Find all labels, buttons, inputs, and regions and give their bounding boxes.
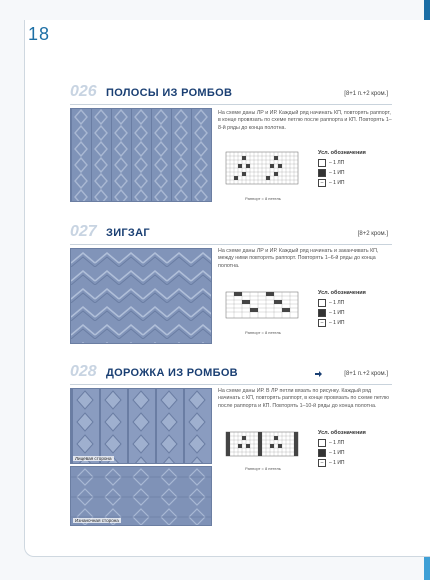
pattern-number: 026: [70, 83, 97, 100]
legend-label: – 1 ИП: [329, 460, 345, 466]
knit-symbol-icon: [318, 299, 326, 307]
chart-caption: Раппорт = 8 петель: [245, 466, 281, 471]
legend-row: [318, 309, 392, 317]
stitch-multiple-note: [8+1 п.+2 кром.]: [344, 91, 388, 97]
chart-grid: [218, 430, 308, 460]
legend-row: [318, 449, 392, 457]
legend-label: – 1 ИП: [329, 180, 345, 186]
pattern-title: ПОЛОСЫ ИЗ РОМБОВ: [106, 87, 233, 99]
page-number: 18: [28, 24, 51, 44]
legend-title: Усл. обозначения: [318, 150, 366, 156]
pattern-description: На схеме даны ИР. В ЛР петли вязать по рисунку. Каждый ряд начинать с КП, повторять раппорт, в конце провязать по схеме петлю после раппорта и КП. Повторять 1–10-й ряды до конца полотна.: [218, 388, 390, 409]
pattern-number: 027: [70, 223, 97, 240]
purl-symbol-icon: [318, 449, 326, 457]
legend-row: [318, 159, 392, 167]
dash-symbol-icon: –: [318, 459, 326, 467]
legend-title: Усл. обозначения: [318, 430, 366, 436]
legend-label: – 1 ИП: [329, 310, 345, 316]
legend-label: – 1 ЛП: [329, 440, 345, 446]
knitting-chart: [218, 290, 308, 335]
legend-label: – 1 ЛП: [329, 300, 345, 306]
legend: [318, 430, 392, 469]
legend-row: [318, 179, 392, 187]
arrow-right-icon: [315, 371, 322, 377]
knitting-chart: [218, 150, 308, 201]
pattern-section-027: [70, 223, 392, 346]
knit-symbol-icon: [318, 159, 326, 167]
knit-sample-photo: [70, 108, 212, 202]
section-header: [70, 223, 392, 245]
knit-symbol-icon: [318, 439, 326, 447]
legend-label: – 1 ИП: [329, 170, 345, 176]
chart-caption: Раппорт = 8 петель: [245, 330, 281, 335]
stitch-multiple-note: [8+1 п.+2 кром.]: [344, 371, 388, 377]
chart-caption: Раппорт = 8 петель: [245, 196, 281, 201]
legend-label: – 1 ИП: [329, 450, 345, 456]
legend-row: [318, 169, 392, 177]
dash-symbol-icon: –: [318, 319, 326, 327]
legend-label: – 1 ИП: [329, 320, 345, 326]
pattern-section-028: [70, 363, 392, 526]
legend-row: [318, 439, 392, 447]
section-header: [70, 83, 392, 105]
pattern-description: На схеме даны ЛР и ИР. Каждый ряд начинать и заканчивать КП, между ними повторять раппорт. Повторять 1–6-й ряды до конца полотна.: [218, 248, 379, 269]
section-header: [70, 363, 392, 385]
chart-grid: [218, 150, 308, 190]
knit-texture-diamond-path: [71, 389, 211, 463]
purl-symbol-icon: [318, 309, 326, 317]
pattern-title: ЗИГЗАГ: [106, 227, 150, 239]
knit-texture-diamond-stripes: [71, 109, 211, 201]
knit-texture-zigzag: [71, 249, 211, 343]
knit-sample-photo: [70, 248, 212, 344]
pattern-title: ДОРОЖКА ИЗ РОМБОВ: [106, 367, 238, 379]
dash-symbol-icon: –: [318, 179, 326, 187]
pattern-number: 028: [70, 363, 97, 380]
knit-texture-diamond-path-reverse: [71, 467, 211, 525]
chart-grid: [218, 290, 308, 324]
photo-caption: Лицевая сторона: [75, 456, 112, 461]
legend-label: – 1 ЛП: [329, 160, 345, 166]
legend-row: [318, 299, 392, 307]
legend: [318, 150, 392, 189]
purl-symbol-icon: [318, 169, 326, 177]
pattern-section-026: [70, 83, 392, 206]
legend-row: [318, 459, 392, 467]
stitch-multiple-note: [8+2 кром.]: [357, 231, 388, 237]
legend: [318, 290, 392, 329]
knitting-chart: [218, 430, 308, 471]
pattern-description: На схеме даны ЛР и ИР. Каждый ряд начинать КП, повторять раппорт, в конце провязать по схеме петлю после раппорта и КП. Повторять 1–8-й ряды до конца полотна.: [218, 110, 392, 131]
legend-title: Усл. обозначения: [318, 290, 366, 296]
knit-sample-photo-back: [70, 466, 212, 526]
photo-caption: Изнаночная сторона: [75, 518, 119, 523]
knit-sample-photo-front: [70, 388, 212, 464]
legend-row: [318, 319, 392, 327]
